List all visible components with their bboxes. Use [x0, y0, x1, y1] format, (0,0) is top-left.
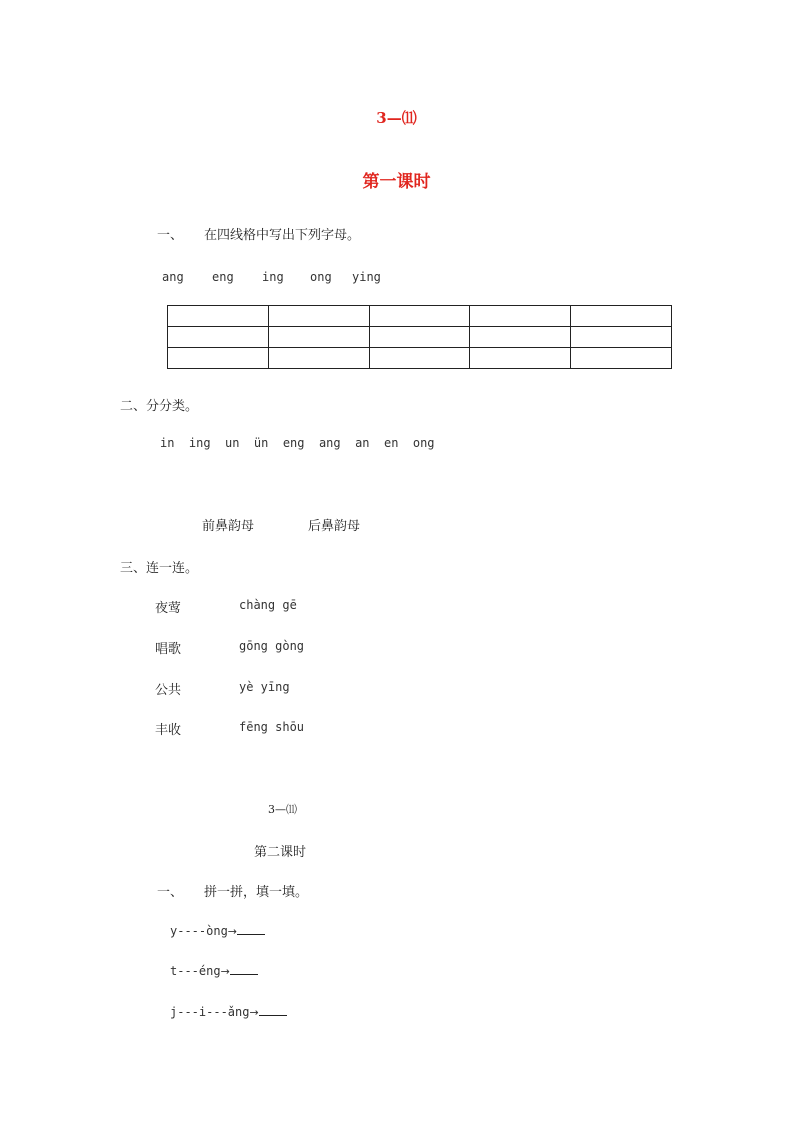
answer-blank[interactable]	[259, 1004, 287, 1016]
grid-cell[interactable]	[268, 327, 369, 348]
four-line-grid	[167, 305, 672, 369]
q1-number: 一、	[157, 228, 184, 243]
letter-ong: ong	[310, 270, 332, 284]
pinyin-changge[interactable]: chàng gē	[239, 598, 297, 612]
grid-cell[interactable]	[470, 348, 571, 369]
q3-text: 三、连一连。	[120, 561, 199, 576]
grid-row	[168, 348, 672, 369]
grid-row	[168, 327, 672, 348]
grid-cell[interactable]	[470, 327, 571, 348]
grid-cell[interactable]	[571, 348, 672, 369]
lesson2-code: 3—⑾	[268, 803, 297, 816]
letter-eng: eng	[212, 270, 234, 284]
word-fengshou[interactable]: 丰收	[155, 723, 182, 738]
spell-expression: j---i---ǎng	[170, 1005, 250, 1019]
l2-q1-number: 一、	[157, 885, 184, 900]
back-nasal-label: 后鼻韵母	[308, 519, 361, 534]
spell-expression: t---éng	[170, 964, 221, 978]
grid-row	[168, 306, 672, 327]
letter-ing: ing	[262, 270, 284, 284]
arrow-icon: →	[249, 1006, 259, 1019]
grid-cell[interactable]	[268, 306, 369, 327]
pinyin-yeying[interactable]: yè yīng	[239, 680, 290, 694]
grid-cell[interactable]	[168, 327, 269, 348]
grid-cell[interactable]	[268, 348, 369, 369]
letter-ang: ang	[162, 270, 184, 284]
spell-row-3	[170, 1004, 287, 1019]
l2-q1-text: 拼一拼，填一填。	[204, 885, 309, 900]
arrow-icon: →	[220, 965, 230, 978]
grid-cell[interactable]	[470, 306, 571, 327]
arrow-icon: →	[227, 925, 238, 938]
spell-expression: y----òng	[170, 924, 228, 938]
grid-cell[interactable]	[571, 306, 672, 327]
lesson1-code: 3—⑾	[376, 109, 417, 127]
lesson1-title: 第一课时	[362, 172, 431, 192]
spell-row-1	[170, 923, 265, 938]
letter-ying: ying	[352, 270, 381, 284]
q1-text: 在四线格中写出下列字母。	[204, 228, 361, 243]
grid-cell[interactable]	[369, 348, 470, 369]
pinyin-fengshou[interactable]: fēng shōu	[239, 720, 305, 734]
word-yeying[interactable]: 夜莺	[155, 601, 182, 616]
grid-cell[interactable]	[571, 327, 672, 348]
grid-cell[interactable]	[369, 306, 470, 327]
lesson2-title: 第二课时	[254, 845, 307, 860]
answer-blank[interactable]	[237, 923, 265, 935]
pinyin-gonggong[interactable]: gōng gòng	[239, 639, 305, 653]
spell-row-2	[170, 963, 258, 978]
q2-text: 二、分分类。	[120, 399, 199, 414]
grid-cell[interactable]	[168, 348, 269, 369]
q2-finals: in ing un ün eng ang an en ong	[160, 436, 435, 450]
word-gonggong[interactable]: 公共	[155, 683, 182, 698]
grid-cell[interactable]	[168, 306, 269, 327]
front-nasal-label: 前鼻韵母	[202, 519, 255, 534]
grid-cell[interactable]	[369, 327, 470, 348]
word-changge[interactable]: 唱歌	[155, 642, 182, 657]
answer-blank[interactable]	[230, 963, 258, 975]
